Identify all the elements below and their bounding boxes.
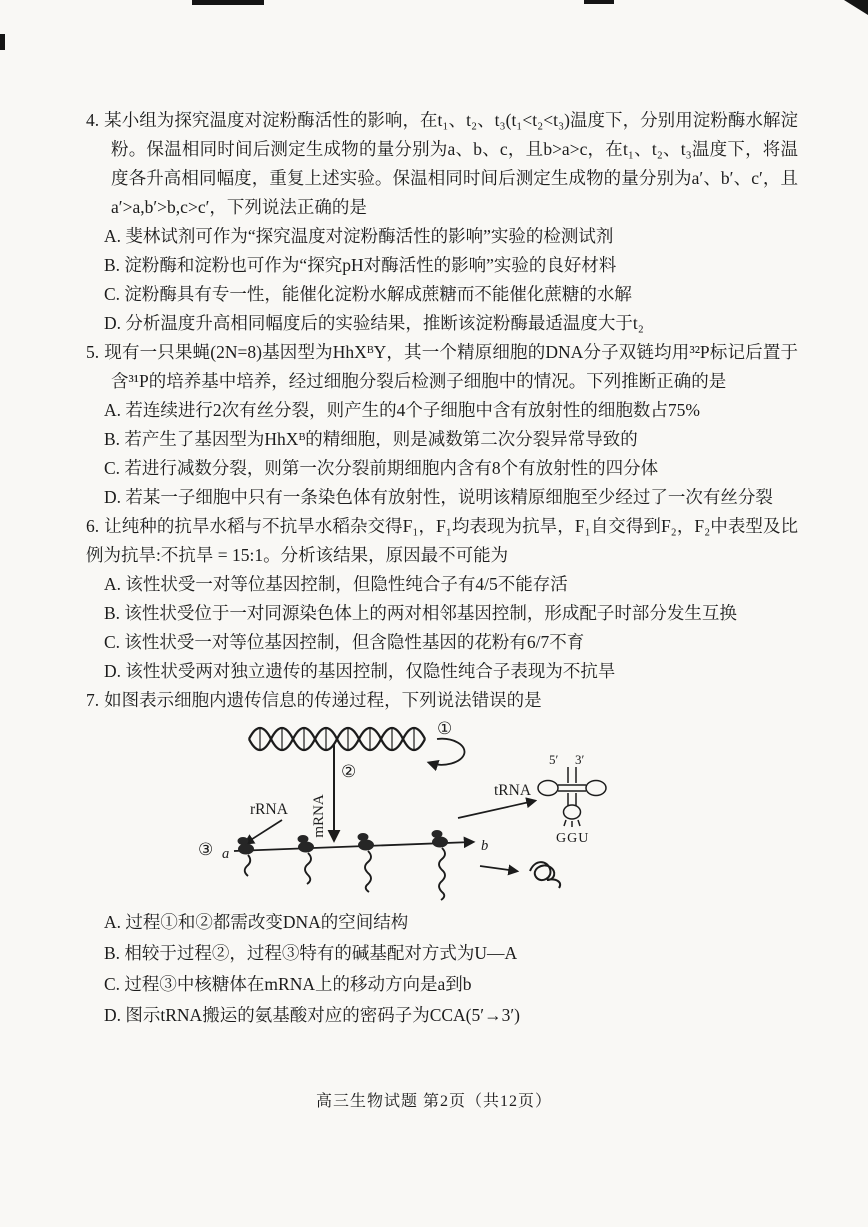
- scan-artifact: [0, 34, 5, 50]
- release-arrow: [480, 866, 516, 871]
- question-4-number: 4.: [86, 110, 100, 130]
- question-5-option-d: D. 若某一子细胞中只有一条染色体有放射性，说明该精原细胞至少经过了一次有丝分裂: [104, 487, 773, 507]
- question-7-figure: [194, 719, 798, 905]
- question-5-option-b: B. 若产生了基因型为HhXᴮ的精细胞，则是减数第二次分裂异常导致的: [104, 429, 638, 449]
- mrna-end-label: b: [481, 838, 489, 854]
- question-7-option-a: A. 过程①和②都需改变DNA的空间结构: [104, 912, 409, 932]
- question-7-option-d: D. 图示tRNA搬运的氨基酸对应的密码子为CCA(5′→3′): [104, 1005, 520, 1025]
- mrna-vertical-label: mRNA: [311, 794, 327, 838]
- trna-right-loop: [586, 781, 606, 796]
- process-1-loop-arrow: [430, 739, 465, 765]
- question-6-option-b: B. 该性状受位于一对同源染色体上的两对相邻基因控制，形成配子时部分发生互换: [104, 603, 737, 623]
- question-7-stem-text: 如图表示细胞内遗传信息的传递过程，下列说法错误的是: [104, 690, 542, 710]
- question-5-stem: [86, 338, 798, 396]
- trna-label: tRNA: [494, 782, 532, 799]
- question-5-stem-text: 现有一只果蝇(2N=8)基因型为HhXᴮY，其一个精原细胞的DNA分子双链均用³²P标记后置于含³¹P的培养基中培养，经过细胞分裂后检测子细胞中的情况。下列推断正确的是: [104, 342, 798, 391]
- question-7-number: 7.: [86, 690, 100, 710]
- question-6-stem-text: 让纯种的抗旱水稻与不抗旱水稻杂交得F₁，F₁均表现为抗旱，F₁自交得到F₂，F₂中表型及比例为抗旱:不抗旱 = 15:1。分析该结果，原因最不可能为: [86, 516, 798, 565]
- anticodon-loop: [564, 805, 581, 819]
- anticodon-base-tick: [564, 820, 566, 826]
- ribosome: [358, 833, 375, 892]
- question-6: [86, 512, 798, 686]
- anticodon-label: GGU: [556, 831, 590, 846]
- process-1-label: ①: [437, 719, 453, 738]
- rrna-label: rRNA: [250, 801, 288, 818]
- page-footer: 高三生物试题 第2页（共12页）: [315, 1093, 552, 1110]
- question-4-stem: [86, 106, 798, 222]
- process-2-label: ②: [341, 762, 357, 781]
- scan-artifact: [844, 0, 868, 15]
- question-4-option-c: C. 淀粉酶具有专一性，能催化淀粉水解成蔗糖而不能催化蔗糖的水解: [104, 284, 632, 304]
- question-6-option-c: C. 该性状受一对等位基因控制，但含隐性基因的花粉有6/7不育: [104, 632, 585, 652]
- scan-artifact: [584, 0, 614, 4]
- question-7-option-c: C. 过程③中核糖体在mRNA上的移动方向是a到b: [104, 974, 472, 994]
- question-5-option-a: A. 若连续进行2次有丝分裂，则产生的4个子细胞中含有放射性的细胞数占75%: [104, 400, 700, 420]
- question-6-option-d: D. 该性状受两对独立遗传的基因控制，仅隐性纯合子表现为不抗旱: [104, 661, 616, 681]
- question-6-option-a: A. 该性状受一对等位基因控制，但隐性纯合子有4/5不能存活: [104, 574, 568, 594]
- ribosome: [432, 830, 449, 900]
- trna-arrow: [458, 801, 534, 818]
- polypeptide-chain: [245, 855, 251, 876]
- rrna-arrow: [246, 820, 282, 843]
- scan-artifact: [192, 0, 264, 5]
- ribosomes-and-chains: [238, 830, 449, 900]
- genetic-information-flow-diagram: [194, 719, 664, 905]
- released-polypeptide: [530, 862, 560, 888]
- question-4-option-d: D. 分析温度升高相同幅度后的实验结果，推断该淀粉酶最适温度大于t₂: [104, 313, 644, 333]
- question-7-stem: [86, 686, 798, 715]
- anticodon-base-tick: [578, 820, 580, 826]
- question-6-stem: [86, 512, 798, 570]
- process-3-label: ③: [198, 840, 214, 859]
- five-prime-label: 5′: [549, 752, 559, 767]
- mrna-start-label: a: [222, 846, 230, 862]
- question-4-stem-text: 某小组为探究温度对淀粉酶活性的影响，在t₁、t₂、t₃(t₁<t₂<t₃)温度下，分别用淀粉酶水解淀粉。保温相同时间后测定生成物的量分别为a、b、c，且b>a>c，在t₁、t₂、t₃温度下，将温度各升高相同幅度，重复上述实验。保温相同时间后测定生成物的量分别为a′、b′、c′，且a′>a,b′>b,c>c′，下列说法正确的是: [104, 110, 798, 217]
- three-prime-label: 3′: [575, 752, 585, 767]
- ribosome: [238, 837, 255, 876]
- question-7: [86, 686, 798, 1031]
- question-4-option-a: A. 斐林试剂可作为“探究温度对淀粉酶活性的影响”实验的检测试剂: [104, 226, 614, 246]
- question-5: [86, 338, 798, 512]
- question-4: [86, 106, 798, 338]
- question-7-option-b: B. 相较于过程②，过程③特有的碱基配对方式为U—A: [104, 943, 518, 963]
- polypeptide-chain: [439, 848, 445, 900]
- question-6-number: 6.: [86, 516, 100, 536]
- trna-structure: [538, 752, 606, 846]
- trna-left-loop: [538, 781, 558, 796]
- exam-body: [86, 106, 798, 1031]
- dna-double-helix: [249, 728, 425, 750]
- polypeptide-chain: [365, 851, 371, 892]
- ribosome: [298, 835, 315, 884]
- question-4-option-b: B. 淀粉酶和淀粉也可作为“探究pH对酶活性的影响”实验的良好材料: [104, 255, 617, 275]
- polypeptide-chain: [305, 853, 311, 884]
- question-5-option-c: C. 若进行减数分裂，则第一次分裂前期细胞内含有8个有放射性的四分体: [104, 458, 659, 478]
- question-5-number: 5.: [86, 342, 100, 362]
